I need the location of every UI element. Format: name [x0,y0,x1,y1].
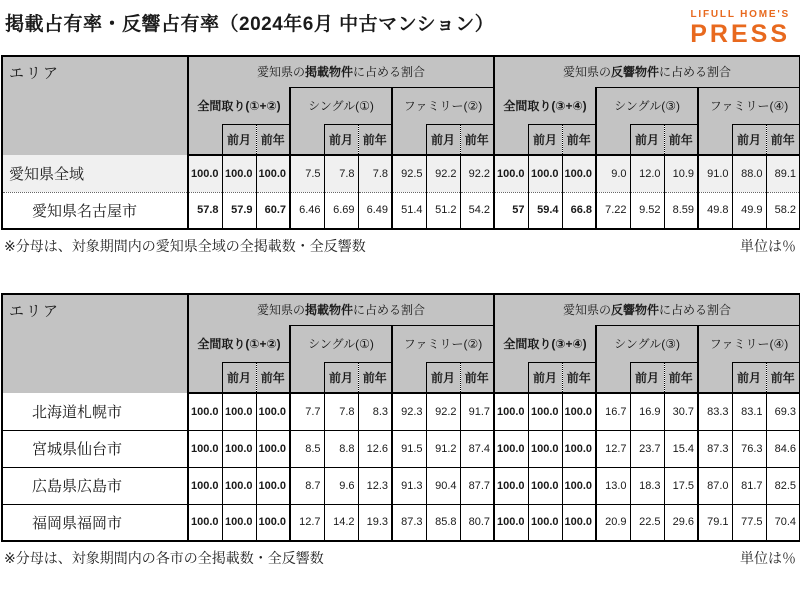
data-cell: 6.69 [324,192,358,229]
current-month-subheader [392,124,426,155]
data-cell: 100.0 [562,504,596,541]
prev-month-subheader: 前月 [222,124,256,155]
data-cell: 7.22 [596,192,630,229]
data-cell: 100.0 [494,467,528,504]
data-cell: 87.7 [460,467,494,504]
data-cell: 76.3 [732,430,766,467]
data-cell: 100.0 [562,467,596,504]
data-cell: 12.0 [630,155,664,192]
data-cell: 100.0 [222,504,256,541]
data-cell: 58.2 [766,192,800,229]
data-cell: 100.0 [256,430,290,467]
data-cell: 12.7 [290,504,324,541]
logo-press: PRESS [690,20,790,48]
data-cell: 29.6 [664,504,698,541]
data-cell: 100.0 [528,467,562,504]
data-cell: 100.0 [222,155,256,192]
data-cell: 100.0 [494,504,528,541]
data-cell: 92.2 [426,155,460,192]
data-cell: 7.8 [358,155,392,192]
data-cell: 100.0 [222,430,256,467]
data-cell: 83.3 [698,393,732,430]
data-cell: 12.6 [358,430,392,467]
unit-note: 単位は％ [740,550,796,566]
data-cell: 8.3 [358,393,392,430]
data-cell: 100.0 [188,467,222,504]
data-cell: 51.2 [426,192,460,229]
row-label: 愛知県名古屋市 [2,192,188,229]
row-label: 北海道札幌市 [2,393,188,430]
lifull-homes-press-logo [690,10,790,47]
prev-month-subheader: 前月 [732,362,766,393]
layout-group-header: ファミリー(④) [698,325,800,362]
data-cell: 92.5 [392,155,426,192]
prev-year-subheader: 前年 [766,362,800,393]
data-cell: 57.9 [222,192,256,229]
prev-year-subheader: 前年 [664,124,698,155]
data-cell: 20.9 [596,504,630,541]
layout-group-header: シングル(③) [596,325,698,362]
prev-month-subheader: 前月 [630,362,664,393]
current-month-subheader [596,124,630,155]
data-cell: 100.0 [494,430,528,467]
data-cell: 8.7 [290,467,324,504]
layout-group-header: ファミリー(②) [392,87,494,124]
layout-group-header: 全間取り(①+②) [188,325,290,362]
aichi-table-footnote [4,236,796,256]
data-cell: 16.9 [630,393,664,430]
current-month-subheader [290,362,324,393]
data-cell: 23.7 [630,430,664,467]
data-cell: 91.2 [426,430,460,467]
data-cell: 92.2 [426,393,460,430]
prev-year-subheader: 前年 [562,124,596,155]
data-cell: 54.2 [460,192,494,229]
layout-group-header: 全間取り(③+④) [494,325,596,362]
data-cell: 8.5 [290,430,324,467]
listing-share-header: 愛知県の掲載物件に占める割合 [188,56,494,87]
data-cell: 15.4 [664,430,698,467]
masthead [0,0,800,55]
data-cell: 100.0 [188,430,222,467]
data-cell: 82.5 [766,467,800,504]
prev-year-subheader: 前年 [358,362,392,393]
prev-year-subheader: 前年 [460,362,494,393]
data-cell: 81.7 [732,467,766,504]
row-label: 広島県広島市 [2,467,188,504]
denominator-note: ※分母は、対象期間内の各市の全掲載数・全反響数 [4,550,324,566]
aichi-share-table [1,55,800,230]
data-cell: 90.4 [426,467,460,504]
layout-group-header: シングル(①) [290,325,392,362]
data-cell: 88.0 [732,155,766,192]
data-cell: 7.7 [290,393,324,430]
data-cell: 100.0 [528,430,562,467]
data-cell: 91.7 [460,393,494,430]
data-cell: 100.0 [256,155,290,192]
data-cell: 100.0 [528,393,562,430]
data-cell: 51.4 [392,192,426,229]
response-share-header: 愛知県の反響物件に占める割合 [494,294,800,325]
data-cell: 100.0 [222,467,256,504]
data-cell: 80.7 [460,504,494,541]
data-cell: 66.8 [562,192,596,229]
current-month-subheader [188,124,222,155]
layout-group-header: 全間取り(③+④) [494,87,596,124]
data-cell: 91.3 [392,467,426,504]
area-column-header: エリア [2,56,188,155]
current-month-subheader [698,124,732,155]
prev-month-subheader: 前月 [222,362,256,393]
layout-group-header: ファミリー(④) [698,87,800,124]
data-cell: 6.49 [358,192,392,229]
current-month-subheader [596,362,630,393]
row-label: 愛知県全域 [2,155,188,192]
prev-month-subheader: 前月 [324,362,358,393]
data-cell: 87.4 [460,430,494,467]
data-cell: 8.8 [324,430,358,467]
prev-year-subheader: 前年 [562,362,596,393]
data-cell: 9.0 [596,155,630,192]
prev-year-subheader: 前年 [256,124,290,155]
prev-month-subheader: 前月 [426,362,460,393]
logo-wordmark: LIFULL HOME'S [690,9,790,20]
data-cell: 7.8 [324,155,358,192]
current-month-subheader [494,362,528,393]
data-cell: 12.3 [358,467,392,504]
data-cell: 57.8 [188,192,222,229]
data-cell: 100.0 [188,393,222,430]
data-cell: 69.3 [766,393,800,430]
data-cell: 100.0 [528,504,562,541]
data-cell: 12.7 [596,430,630,467]
current-month-subheader [188,362,222,393]
prev-year-subheader: 前年 [256,362,290,393]
data-cell: 7.8 [324,393,358,430]
data-cell: 60.7 [256,192,290,229]
current-month-subheader [698,362,732,393]
prev-month-subheader: 前月 [528,362,562,393]
data-cell: 92.3 [392,393,426,430]
prev-year-subheader: 前年 [766,124,800,155]
data-cell: 100.0 [222,393,256,430]
current-month-subheader [392,362,426,393]
data-cell: 100.0 [256,393,290,430]
listing-share-header: 愛知県の掲載物件に占める割合 [188,294,494,325]
prev-month-subheader: 前月 [324,124,358,155]
data-cell: 13.0 [596,467,630,504]
data-cell: 22.5 [630,504,664,541]
data-cell: 100.0 [562,393,596,430]
data-cell: 100.0 [188,504,222,541]
unit-note: 単位は％ [740,238,796,254]
data-cell: 18.3 [630,467,664,504]
prev-year-subheader: 前年 [460,124,494,155]
prev-year-subheader: 前年 [664,362,698,393]
prev-year-subheader: 前年 [358,124,392,155]
data-cell: 77.5 [732,504,766,541]
data-cell: 87.3 [392,504,426,541]
data-cell: 7.5 [290,155,324,192]
layout-group-header: 全間取り(①+②) [188,87,290,124]
data-cell: 89.1 [766,155,800,192]
data-cell: 100.0 [188,155,222,192]
prev-month-subheader: 前月 [528,124,562,155]
current-month-subheader [494,124,528,155]
prev-month-subheader: 前月 [630,124,664,155]
data-cell: 85.8 [426,504,460,541]
denominator-note: ※分母は、対象期間内の愛知県全域の全掲載数・全反響数 [4,238,366,254]
layout-group-header: シングル(①) [290,87,392,124]
data-cell: 91.5 [392,430,426,467]
data-cell: 100.0 [256,467,290,504]
row-label: 福岡県福岡市 [2,504,188,541]
data-cell: 100.0 [562,155,596,192]
data-cell: 17.5 [664,467,698,504]
data-cell: 9.52 [630,192,664,229]
data-cell: 100.0 [256,504,290,541]
cities-share-table [1,293,800,542]
layout-group-header: シングル(③) [596,87,698,124]
current-month-subheader [290,124,324,155]
data-cell: 87.0 [698,467,732,504]
data-cell: 84.6 [766,430,800,467]
data-cell: 70.4 [766,504,800,541]
data-cell: 57 [494,192,528,229]
data-cell: 100.0 [562,430,596,467]
data-cell: 8.59 [664,192,698,229]
response-share-header: 愛知県の反響物件に占める割合 [494,56,800,87]
data-cell: 79.1 [698,504,732,541]
data-cell: 91.0 [698,155,732,192]
prev-month-subheader: 前月 [732,124,766,155]
data-cell: 14.2 [324,504,358,541]
data-cell: 16.7 [596,393,630,430]
cities-table-footnote [4,548,796,568]
data-cell: 100.0 [528,155,562,192]
data-cell: 59.4 [528,192,562,229]
layout-group-header: ファミリー(②) [392,325,494,362]
row-label: 宮城県仙台市 [2,430,188,467]
data-cell: 100.0 [494,393,528,430]
area-column-header: エリア [2,294,188,393]
prev-month-subheader: 前月 [426,124,460,155]
data-cell: 10.9 [664,155,698,192]
data-cell: 49.9 [732,192,766,229]
data-cell: 19.3 [358,504,392,541]
data-cell: 100.0 [494,155,528,192]
data-cell: 49.8 [698,192,732,229]
data-cell: 83.1 [732,393,766,430]
data-cell: 92.2 [460,155,494,192]
data-cell: 6.46 [290,192,324,229]
page-title: 掲載占有率・反響占有率（2024年6月 中古マンション） [5,14,495,35]
data-cell: 87.3 [698,430,732,467]
data-cell: 9.6 [324,467,358,504]
data-cell: 30.7 [664,393,698,430]
